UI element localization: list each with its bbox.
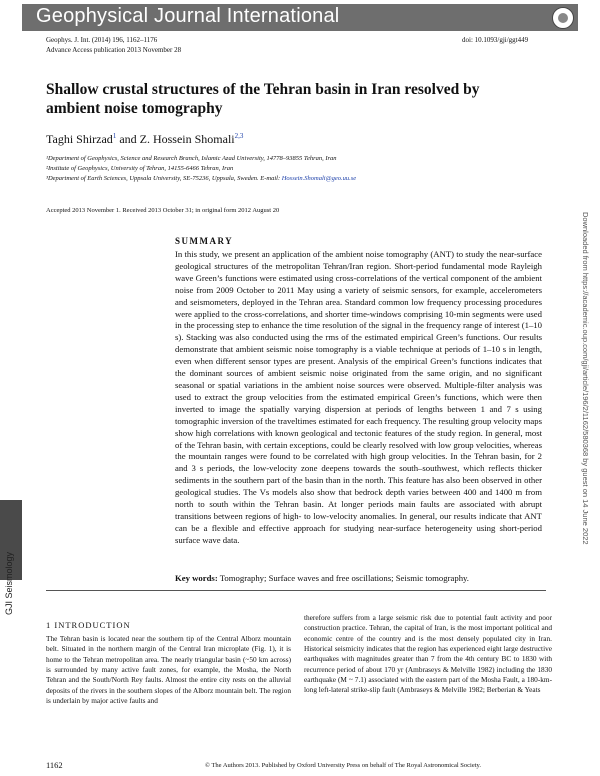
accepted-dates: Accepted 2013 November 1. Received 2013 October 31; in original form 2012 August 20 — [46, 207, 280, 214]
summary-text: In this study, we present an application of the ambient noise tomography (ANT) to study the near-surface geological structures of the metropolitan Tehran/Iran region. Short-period fundamental mode Rayleigh wave Green’s functions were estimated using cross-correlations of the vertical component of the ambient noise from 2009 October to 2011 May using a variety of seismic sensors, for example, accelerometers and seismometers, deployed in the Tehran area. Standard common low frequency processing procedures were applied to the cross-correlations, and shorter time-windows comprising 10-min segments were used in the processing step to enhance the time resolution of the signal in the frequency range of interest (1–10 s). Stacking was also conducted using the rms of the estimated empirical Green’s functions. Our results demonstrate that ambient seismic noise tomography is a viable technique at periods of 1–10 s in length, even when different sensor types are present. Analysis of the empirical Green’s functions indicates that the dominant sources of ambient seismic noise originated from the same origin, and no significant seasonal or spatial variations in the ambient noise sources were observed. Multiple-filter analysis was used to extract the group velocities from the estimated empirical Green’s functions, which were then inverted to image the spatially varying dispersion at periods of lengths between 1 and 7 s using tomographic inversion of the traveltimes estimated for each frequency. The resulting group velocity maps show high correlations with known geological and tectonic features of the study region. In general, most of the Tehran basin, with certain exceptions, could be clearly resolved with low group velocities, whereas the mountain ranges were found to be correlated with high group velocities. In the Tehran basin, for 2 and 3 s periods, the low-velocity zone deepens towards the south–southwest, which reflects thicker sediments in the southern part of the basin than in the north. This feature has also been observed in other geological studies. The Vs models also show that bedrock depth varies between 400 and 1400 m from north to south within the Tehran basin. At longer periods main faults are associated with abrupt transitions between regions of high- to low-velocity anomalies. In general, our results indicate that ANT can be a flexible and effective approach for studying near-surface heterogeneity using short-period surface wave data. — [175, 249, 542, 545]
society-crest-icon — [552, 7, 574, 29]
author-1: Taghi Shirzad — [46, 132, 113, 146]
keywords-label: Key words: — [175, 573, 218, 583]
paper-title: Shallow crustal structures of the Tehran basin in Iran resolved by ambient noise tomography — [46, 81, 480, 117]
advance-access: Advance Access publication 2013 November 28 — [46, 46, 182, 54]
affiliation-1: ¹Department of Geophysics, Science and Research Branch, Islamic Azad University, 14778–93855 Tehran, Iran — [46, 155, 337, 162]
page-number: 1162 — [46, 760, 63, 770]
author-line — [46, 132, 243, 147]
keywords — [175, 573, 542, 583]
keywords-text: Tomography; Surface waves and free oscillations; Seismic tomography. — [217, 573, 469, 583]
affiliation-2: ²Institute of Geophysics, University of Tehran, 14155-6466 Tehran, Iran — [46, 165, 234, 172]
section-label: GJI Seismology — [4, 551, 14, 615]
intro-left-column: The Tehran basin is located near the southern tip of the Central Alborz mountain belt. Situated in the northern margin of the Central Iran microplate (Fig. 1), it is home to the Tehran metropolitan area. The nearly triangular basin (~50 km across) is surrounded by many active fault zones, for example, the Mosha, the North Tehran and the South/North Rey faults. Almost the entire city rests on the alluvial deposits of the rivers in the southern slopes of the Alborz mountain belt. The region is underlain by major active faults and — [46, 634, 291, 706]
citation: Geophys. J. Int. (2014) 196, 1162–1176 — [46, 36, 158, 44]
author-1-affil-ref[interactable]: 1 — [112, 132, 117, 140]
journal-banner — [22, 4, 578, 31]
author-2: and Z. Hossein Shomali — [116, 132, 235, 146]
journal-name: Geophysical Journal International — [36, 5, 340, 27]
doi-link[interactable]: doi: 10.1093/gji/ggt449 — [462, 36, 529, 44]
intro-heading: 1 INTRODUCTION — [46, 620, 131, 630]
affiliation-3 — [46, 175, 356, 182]
affiliation-3-text: ³Department of Earth Sciences, Uppsala University, SE-75236, Uppsala, Sweden. E-mail: — [46, 175, 282, 182]
email-link[interactable]: Hossein.Shomali@geo.uu.se — [281, 175, 357, 182]
intro-right-column: therefore suffers from a large seismic risk due to potential fault activity and poor construction practice. Tehran, the capital of Iran, is the most important political and economic centre of the country and is the most densely populated city in Iran. Historical seismicity indicates that the region has experienced eight large destructive earthquakes with magnitudes greater than 7 from the 4th century BC to 1830 with recurrence period of about 170 yr (Ambraseys & Melville 1982) including the 1830 earthquake (M ~ 7.1) associated with the eastern part of the Mosha Fault, a 180-km-long left-lateral strike-slip fault (Ambraseys & Melville 1982; Berberian & Yeats — [304, 613, 552, 695]
author-2-affil-ref[interactable]: 2,3 — [234, 132, 244, 140]
summary-heading: SUMMARY — [175, 236, 234, 246]
divider — [46, 590, 546, 591]
copyright: © The Authors 2013. Published by Oxford University Press on behalf of The Royal Astronomical Society. — [205, 762, 481, 769]
download-note: Downloaded from https://academic.oup.com/gji/article/196/2/1162/580368 by guest on 14 June 2022 — [581, 212, 590, 545]
